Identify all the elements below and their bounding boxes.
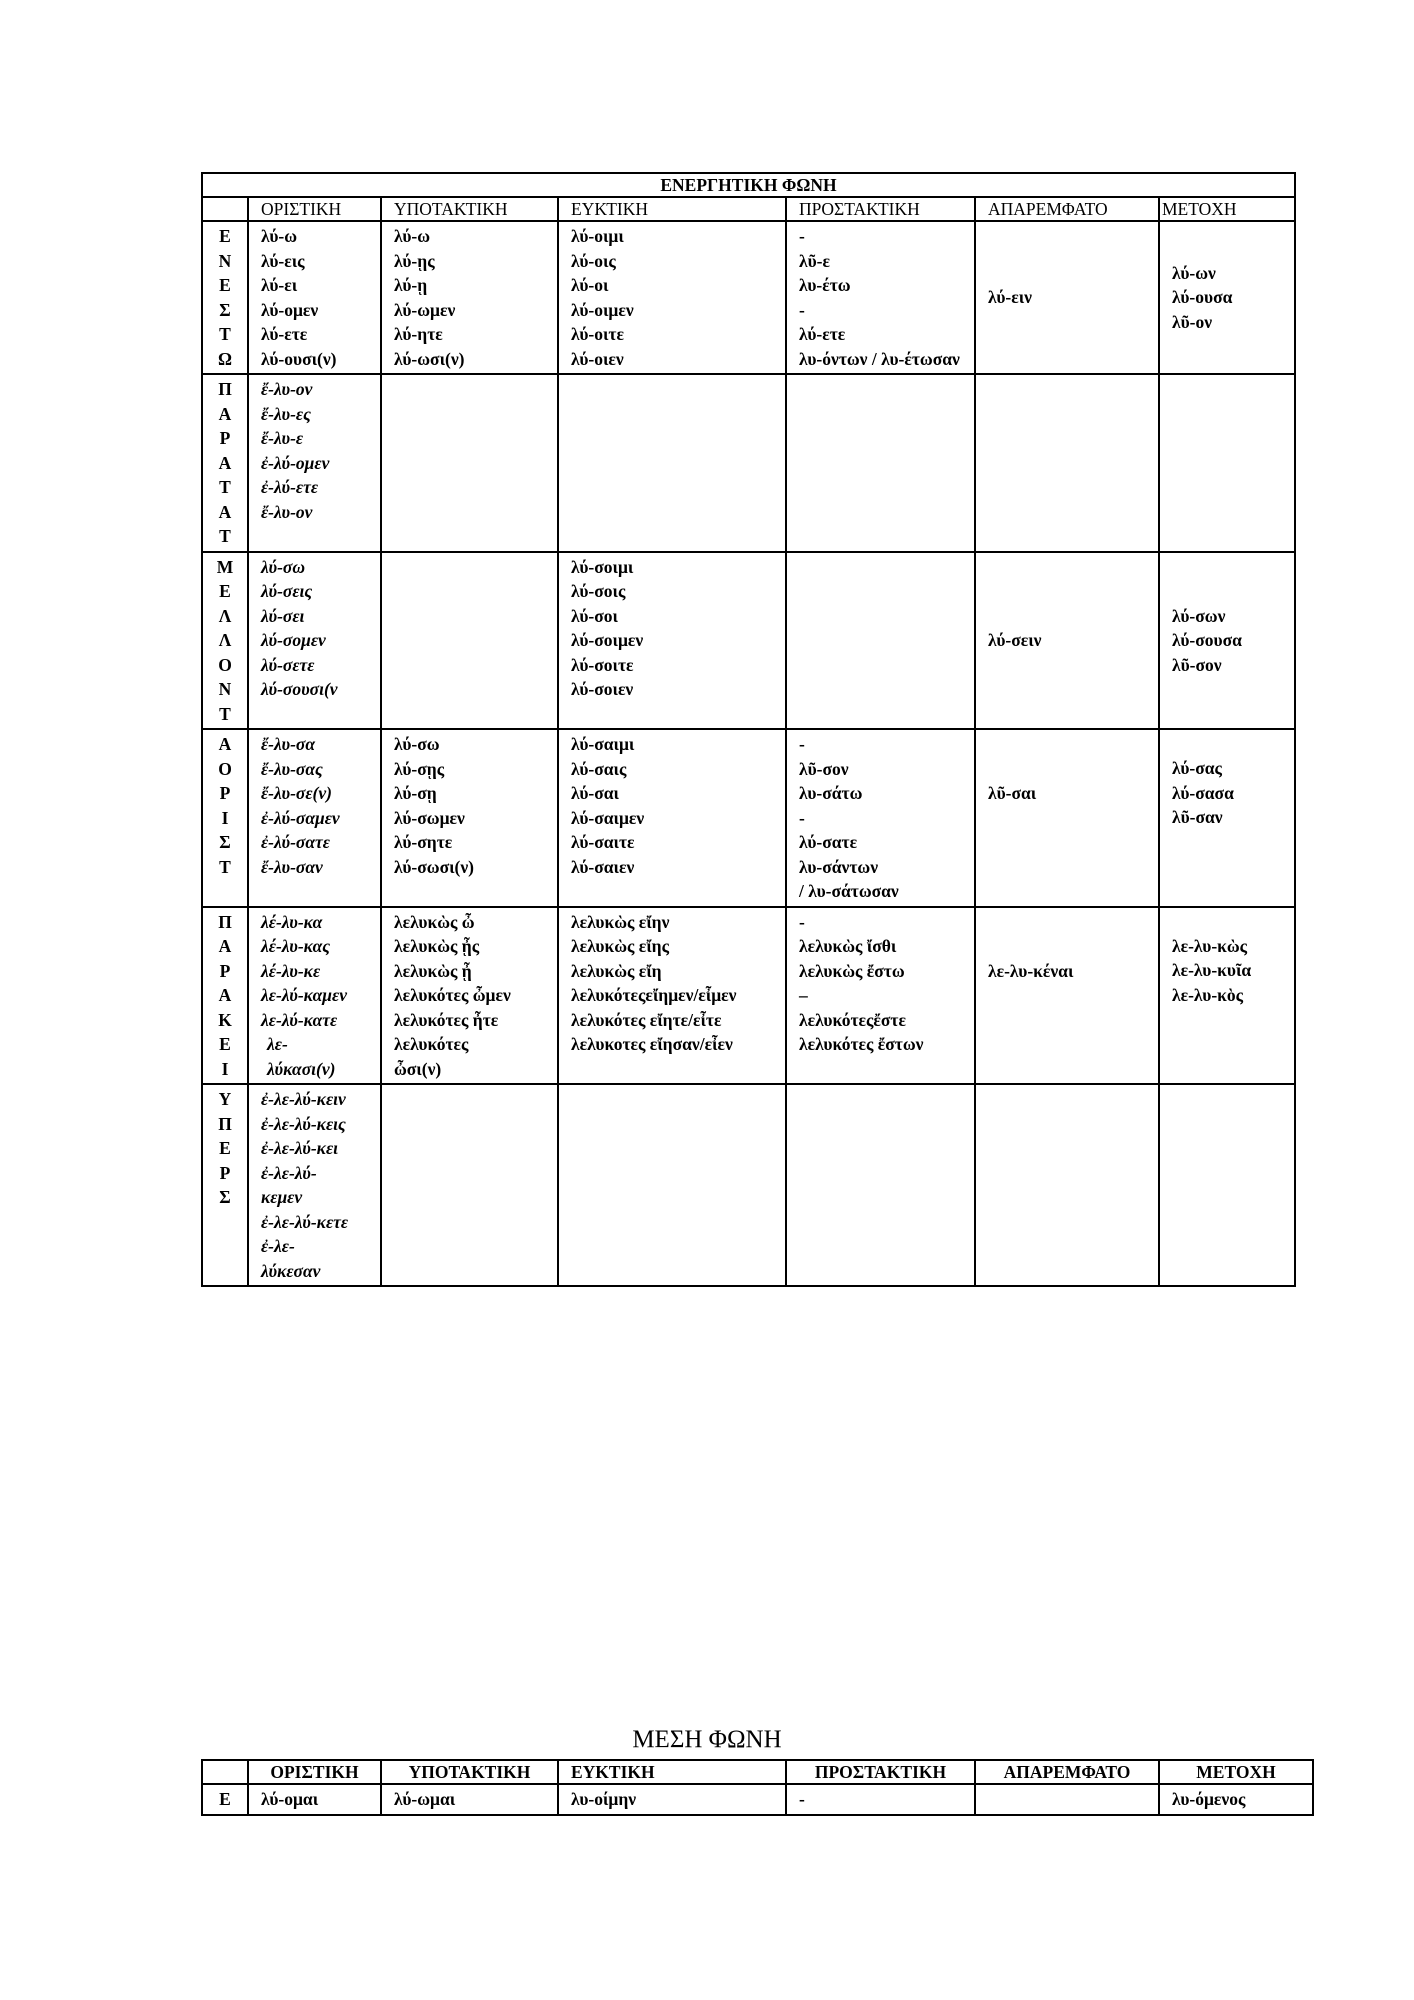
cell-aparemfato (975, 1784, 1159, 1815)
header-ypotaktiki: ΥΠΟΤΑΚΤΙΚΗ (381, 197, 558, 221)
cell-euktiki: λελυκὼς εἴην λελυκὼς εἴης λελυκὼς εἴη λελυκότεςεἴημεν/εἶμεν λελυκότες εἴητε/εἶτε λελυκοτες εἴησαν/εἶεν (558, 907, 786, 1085)
header-euktiki: ΕΥΚΤΙΚΗ (558, 197, 786, 221)
cell-oristiki: ἐ-λε-λύ-κειν ἐ-λε-λύ-κεις ἐ-λε-λύ-κει ἐ-λε-λύ-κεμεν ἐ-λε-λύ-κετε ἐ-λε-λύκεσαν (248, 1084, 381, 1286)
cell-metochi: λυ-όμενος (1159, 1784, 1313, 1815)
cell-aparemfato: λύ-σειν (975, 552, 1159, 730)
cell-ypotaktiki: λύ-σω λύ-σῃς λύ-σῃ λύ-σωμεν λύ-σητε λύ-σωσι(ν) (381, 729, 558, 907)
cell-oristiki: λύ-σω λύ-σεις λύ-σει λύ-σομεν λύ-σετε λύ-σουσι(ν (248, 552, 381, 730)
header-metochi: ΜΕΤΟΧΗ (1159, 197, 1295, 221)
middle-voice-table (201, 1759, 1314, 1816)
tense-label: Π Α Ρ Α Κ Ε Ι (202, 907, 248, 1085)
table-row-enestotas-middle (202, 1784, 1313, 1815)
cell-prostaktiki-empty (786, 374, 975, 552)
active-voice-table (201, 172, 1296, 1287)
table-row-parakeimenos (202, 907, 1295, 1085)
cell-euktiki: λύ-σοιμι λύ-σοις λύ-σοι λύ-σοιμεν λύ-σοιτε λύ-σοιεν (558, 552, 786, 730)
cell-aparemfato-empty (975, 1084, 1159, 1286)
table-row-ypersyntelikos (202, 1084, 1295, 1286)
table-row-paratatikos (202, 374, 1295, 552)
table-header-row (202, 1760, 1313, 1784)
cell-aparemfato: λῦ-σαι (975, 729, 1159, 907)
cell-euktiki: λύ-σαιμι λύ-σαις λύ-σαι λύ-σαιμεν λύ-σαιτε λύ-σαιεν (558, 729, 786, 907)
tense-label: Π Α Ρ Α Τ Α Τ (202, 374, 248, 552)
tense-label: Μ Ε Λ Λ Ο Ν Τ (202, 552, 248, 730)
table-row-enestotas (202, 221, 1295, 374)
tense-label: Ε Ν Ε Σ Τ Ω (202, 221, 248, 374)
header-oristiki: ΟΡΙΣΤΙΚΗ (248, 197, 381, 221)
cell-oristiki: λύ-ομαι (248, 1784, 381, 1815)
cell-aparemfato: λε-λυ-κέναι (975, 907, 1159, 1085)
cell-metochi: λύ-σων λύ-σουσα λῦ-σον (1159, 552, 1295, 730)
header-euktiki: ΕΥΚΤΙΚΗ (558, 1760, 786, 1784)
cell-oristiki: ἔ-λυ-ον ἔ-λυ-ες ἔ-λυ-ε ἐ-λύ-ομεν ἐ-λύ-ετε ἔ-λυ-ον (248, 374, 381, 552)
table-row-mellontas (202, 552, 1295, 730)
header-metochi: ΜΕΤΟΧΗ (1159, 1760, 1313, 1784)
cell-metochi: λε-λυ-κὼς λε-λυ-κυῖα λε-λυ-κὸς (1159, 907, 1295, 1085)
cell-aparemfato: λύ-ειν (975, 221, 1159, 374)
tense-header-empty (202, 197, 248, 221)
header-prostaktiki: ΠΡΟΣΤΑΚΤΙΚΗ (786, 197, 975, 221)
cell-oristiki: λύ-ω λύ-εις λύ-ει λύ-ομεν λύ-ετε λύ-ουσι(ν) (248, 221, 381, 374)
cell-prostaktiki-empty (786, 1084, 975, 1286)
cell-euktiki: λύ-οιμι λύ-οις λύ-οι λύ-οιμεν λύ-οιτε λύ-οιεν (558, 221, 786, 374)
cell-prostaktiki: - λῦ-ε λυ-έτω - λύ-ετε λυ-όντων / λυ-έτωσαν (786, 221, 975, 374)
cell-ypotaktiki: λύ-ωμαι (381, 1784, 558, 1815)
cell-metochi: λύ-σας λύ-σασα λῦ-σαν (1159, 729, 1295, 907)
table-row-aoristos (202, 729, 1295, 907)
tense-label: Α Ο Ρ Ι Σ Τ (202, 729, 248, 907)
cell-euktiki: λυ-οίμην (558, 1784, 786, 1815)
header-oristiki: ΟΡΙΣΤΙΚΗ (248, 1760, 381, 1784)
cell-aparemfato-empty (975, 374, 1159, 552)
cell-prostaktiki-empty (786, 552, 975, 730)
cell-ypotaktiki-empty (381, 552, 558, 730)
cell-metochi-empty (1159, 1084, 1295, 1286)
table-header-row (202, 197, 1295, 221)
header-aparemfato: ΑΠΑΡΕΜΦΑΤΟ (975, 1760, 1159, 1784)
header-ypotaktiki: ΥΠΟΤΑΚΤΙΚΗ (381, 1760, 558, 1784)
cell-prostaktiki: - λῦ-σον λυ-σάτω - λύ-σατε λυ-σάντων / λυ-σάτωσαν (786, 729, 975, 907)
header-aparemfato: ΑΠΑΡΕΜΦΑΤΟ (975, 197, 1159, 221)
cell-euktiki-empty (558, 1084, 786, 1286)
cell-ypotaktiki-empty (381, 1084, 558, 1286)
header-prostaktiki: ΠΡΟΣΤΑΚΤΙΚΗ (786, 1760, 975, 1784)
cell-prostaktiki: - (786, 1784, 975, 1815)
tense-label: Υ Π Ε Ρ Σ (202, 1084, 248, 1286)
cell-prostaktiki: - λελυκὼς ἴσθι λελυκὼς ἔστω – λελυκότεςἔστε λελυκότες ἔστων (786, 907, 975, 1085)
cell-metochi-empty (1159, 374, 1295, 552)
middle-voice-title: ΜΕΣΗ ΦΩΝΗ (632, 1726, 782, 1753)
table-title-row (202, 173, 1295, 197)
cell-ypotaktiki: λύ-ω λύ-ῃς λύ-ῃ λύ-ωμεν λύ-ητε λύ-ωσι(ν) (381, 221, 558, 374)
cell-ypotaktiki: λελυκὼς ὦ λελυκὼς ᾖς λελυκὼς ᾖ λελυκότες ὦμεν λελυκότες ἦτε λελυκότες ὦσι(ν) (381, 907, 558, 1085)
cell-oristiki: λέ-λυ-κα λέ-λυ-κας λέ-λυ-κε λε-λύ-καμεν λε-λύ-κατε λε-λύκασι(ν) (248, 907, 381, 1085)
active-voice-title: ΕΝΕΡΓΗΤΙΚΗ ΦΩΝΗ (202, 173, 1295, 197)
cell-oristiki: ἔ-λυ-σα ἔ-λυ-σας ἔ-λυ-σε(ν) ἐ-λύ-σαμεν ἐ-λύ-σατε ἔ-λυ-σαν (248, 729, 381, 907)
tense-label: Ε (202, 1784, 248, 1815)
cell-metochi: λύ-ων λύ-ουσα λῦ-ον (1159, 221, 1295, 374)
tense-header-empty (202, 1760, 248, 1784)
cell-euktiki-empty (558, 374, 786, 552)
cell-ypotaktiki-empty (381, 374, 558, 552)
